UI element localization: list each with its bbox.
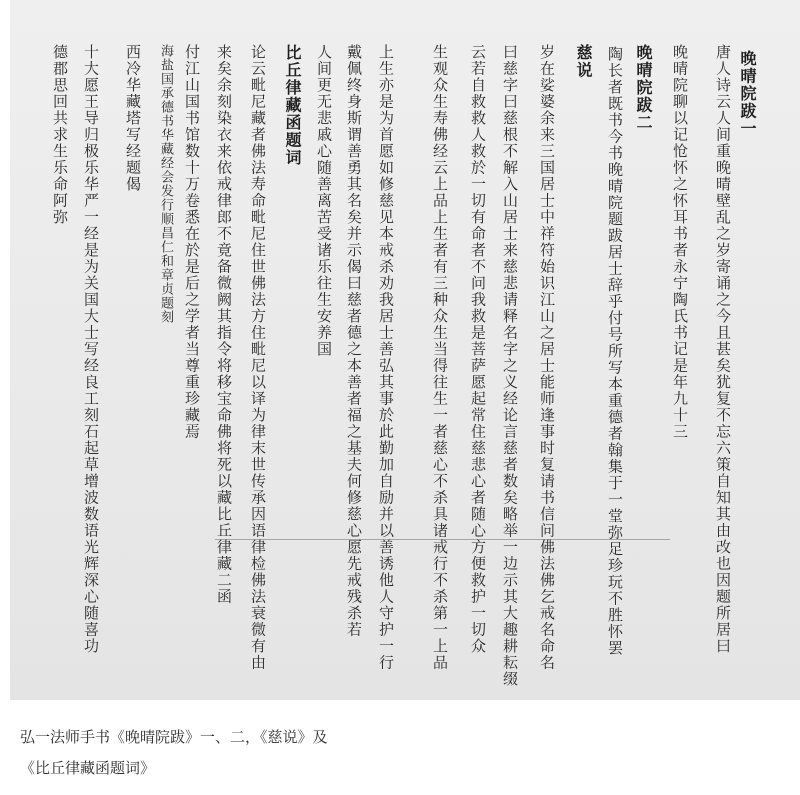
caption-line-2: 《比丘律藏函题词》 (20, 759, 156, 777)
section-heading: 晚晴院跋二 (634, 44, 653, 132)
manuscript-column: 戴佩终身斯谓善勇其名矣并示偈曰慈者德之本善者福之基夫何修慈心愿先戒残杀若 (345, 44, 363, 638)
manuscript-column: 岁在娑婆余来三国居士中祥符始识江山之居士能师逢事时复请书信问佛法佛乞戒名命名 (538, 44, 556, 671)
manuscript-column: 付江山国书馆数十万卷悉在於是后之学者当尊重珍藏焉 (183, 44, 201, 440)
manuscript-column: 西冷华藏塔写经题偈 (124, 44, 142, 193)
manuscript-column: 生观众生寿佛经云上品上生者有三种众生当得往生一者慈心不杀具诸戒行不杀第一上品 (431, 44, 449, 671)
manuscript-column: 人间更无悲戚心随善离苦受诸乐往生安养国 (315, 44, 333, 358)
manuscript-column: 陶长者既书今书晚晴院题跋居士辞乎付号所写本重德者翰集于一堂弥足珍玩不胜怀罢 (606, 46, 624, 657)
manuscript-column: 十大愿王导归极乐华严一经是为关国大士写经良工刻石起草增波数语光辉深心随喜功 (82, 44, 100, 655)
manuscript-photo (10, 0, 800, 700)
manuscript-column: 晚晴院聊以记怆怀之怀耳书者永宁陶氏书记是年九十三 (671, 44, 689, 440)
section-heading: 慈说 (574, 44, 593, 79)
section-heading: 晚晴院跋一 (738, 50, 757, 138)
manuscript-column: 德郡思回共求生乐命阿弥 (51, 44, 69, 226)
manuscript-column: 来矣余刻染衣来依戒律郎不竟备微阙其指令将移宝命佛将死以藏比丘律藏二函 (215, 44, 233, 605)
manuscript-column: 云若自救救人救於一切有命者不问我救是菩萨愿起常住慈悲心者随心方便救护一切众 (469, 44, 487, 655)
manuscript-column: 上生亦是为首愿如修慈见本戒杀劝我居士善弘其事於此勤加自励并以善诱他人守护一行 (377, 44, 395, 671)
section-heading: 比丘律藏函题词 (283, 44, 302, 167)
manuscript-column: 论云毗尼藏者佛法寿命毗尼住世佛法方住毗尼以译为律末世传承因语律检佛法衰微有由 (249, 44, 267, 671)
manuscript-column: 唐人诗云人间重晚晴壁乱之岁寄诵之今且甚矣犹复不忘六策自知其由改也因题所居曰 (714, 44, 732, 655)
caption-line-1: 弘一法师手书《晚晴院跋》一、二，《慈说》及 (20, 728, 328, 746)
figure-caption (20, 722, 780, 784)
manuscript-column: 曰慈字曰慈根不解入山居士来慈悲请释名字之义经论言慈者数矣略举一边示其大趣耕耘缀 (501, 44, 519, 688)
manuscript-column: 海盐国承德书华藏经会发行顺昌仁和章贞题刻 (158, 44, 173, 324)
